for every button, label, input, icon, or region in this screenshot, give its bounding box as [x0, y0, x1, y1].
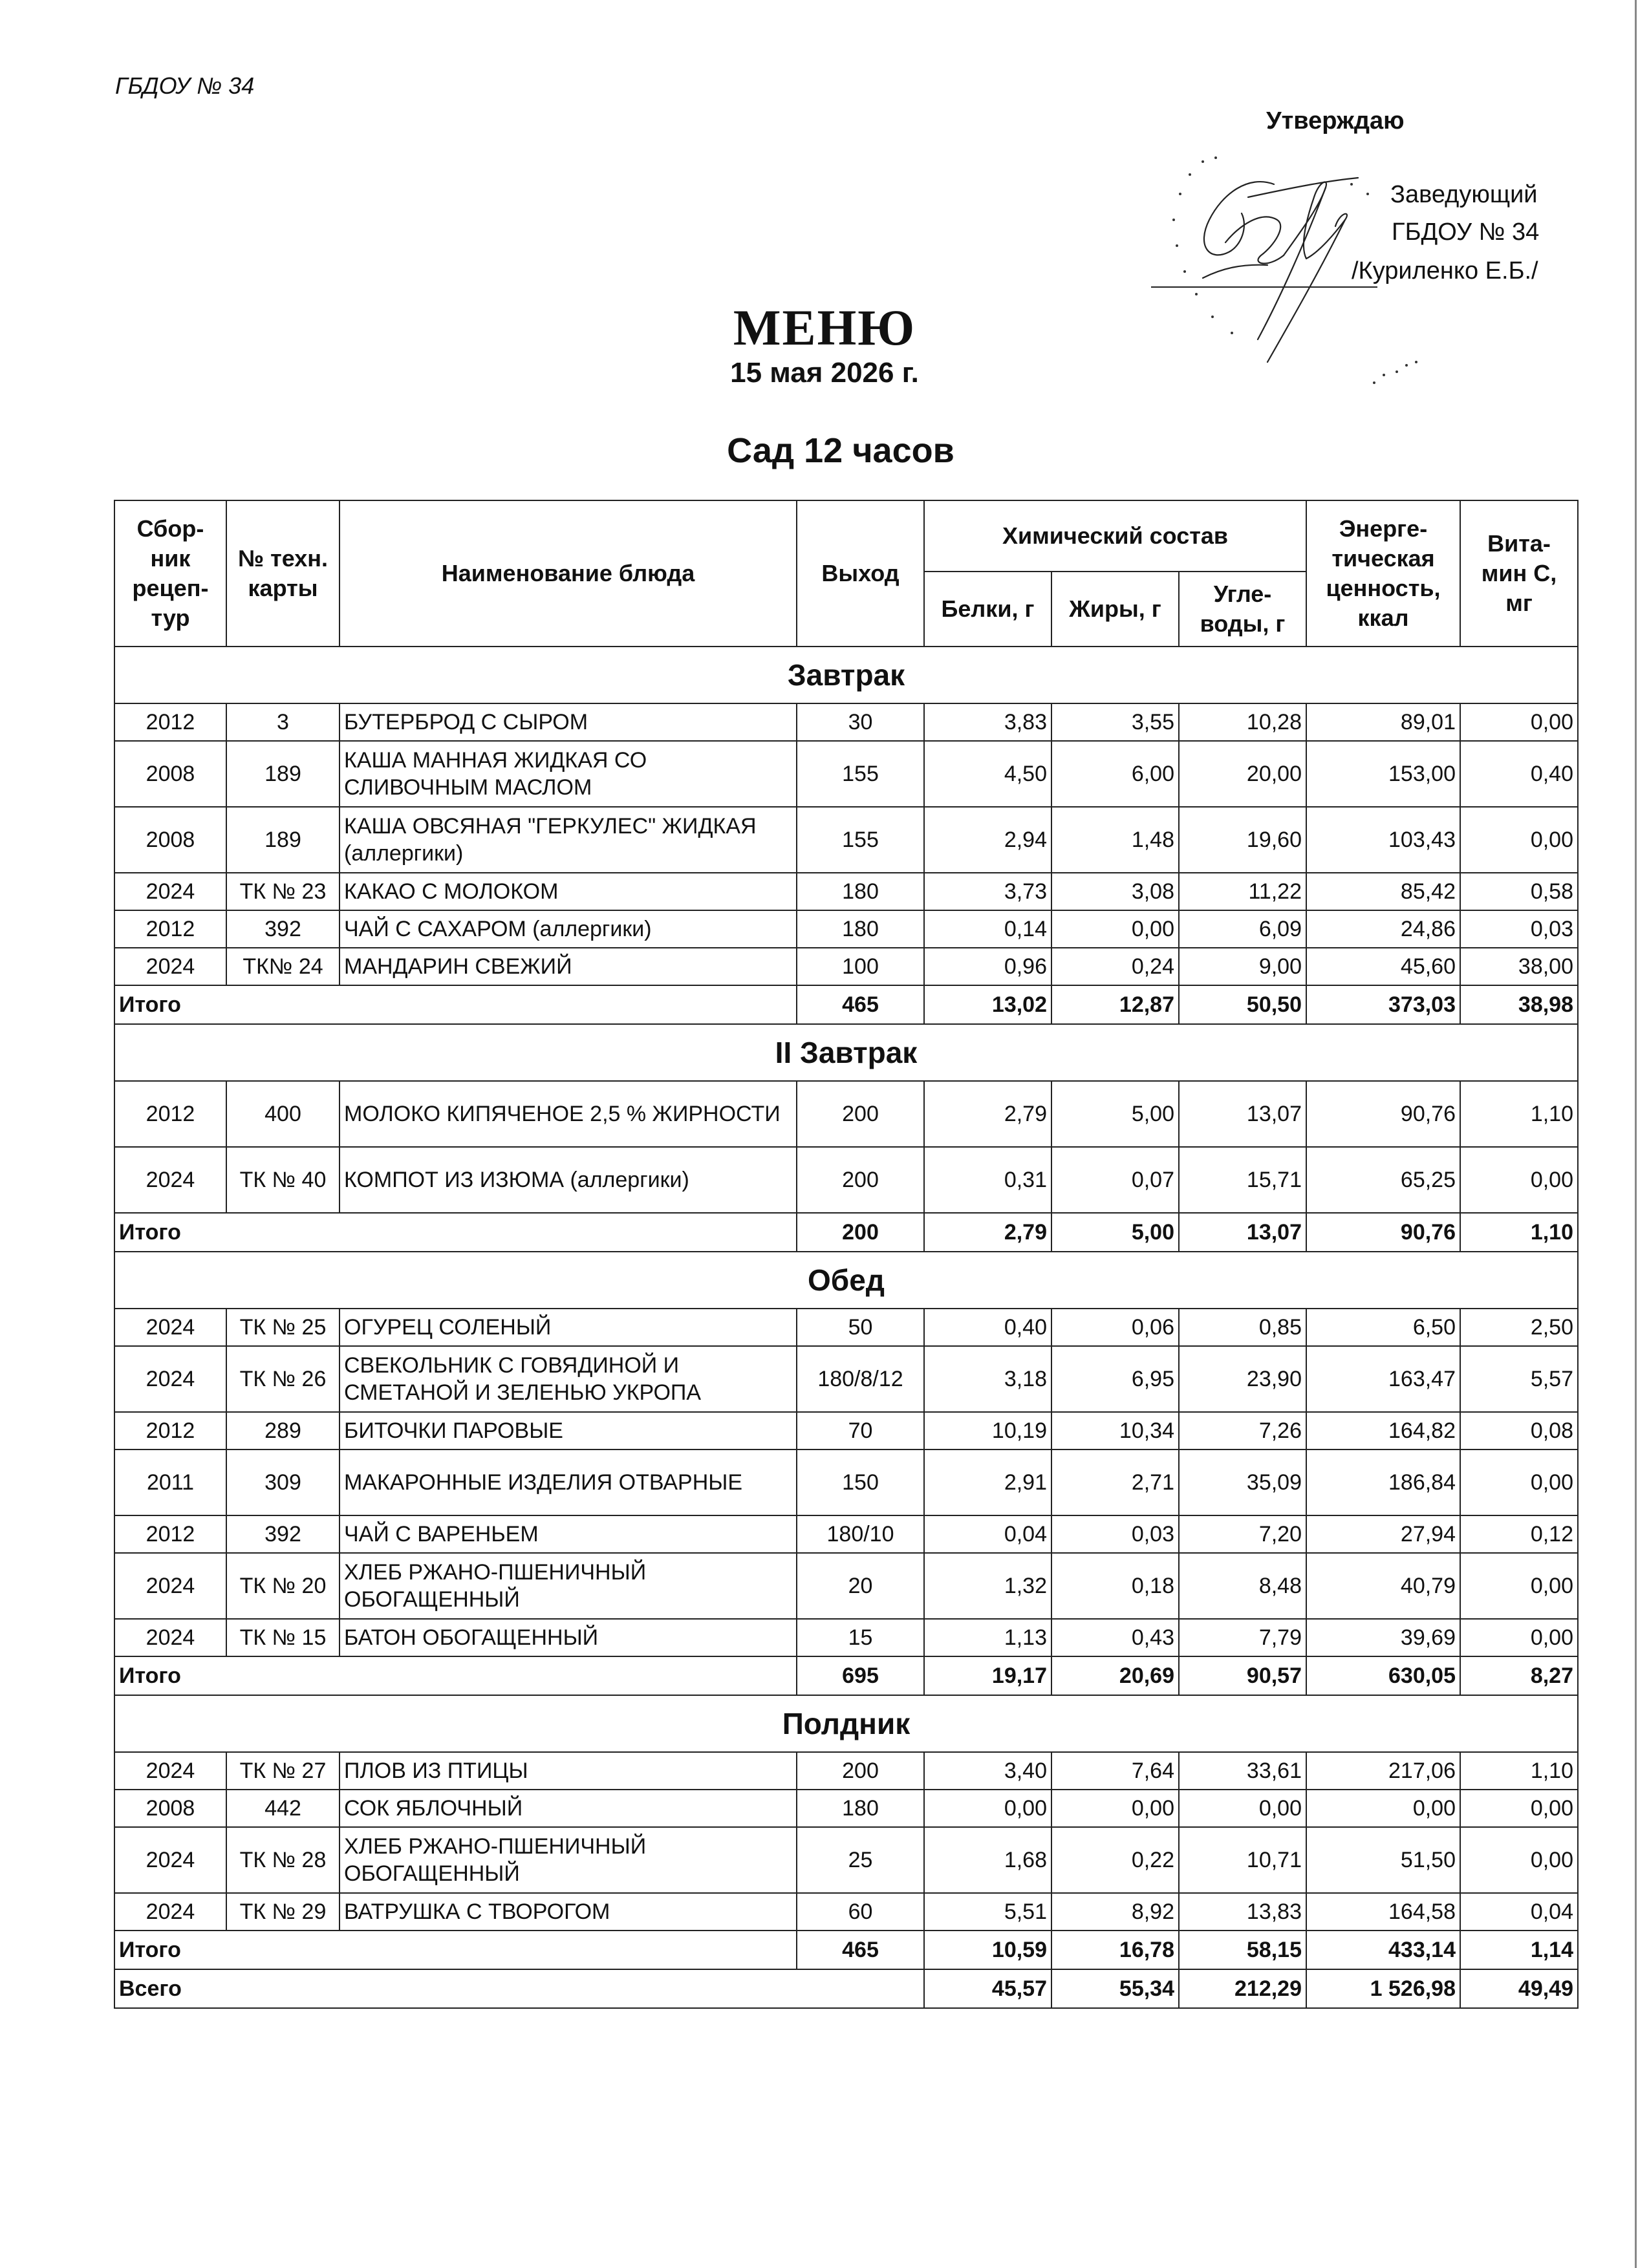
- collection-year: 2024: [114, 1827, 226, 1893]
- dish-yield: 180: [797, 873, 924, 910]
- protein-value: 1,32: [924, 1553, 1051, 1619]
- vitamin-c-value: 5,57: [1460, 1346, 1578, 1412]
- tech-card-number: ТК № 27: [226, 1752, 339, 1790]
- dish-yield: 155: [797, 807, 924, 873]
- vitamin-c-value: 0,00: [1460, 1147, 1578, 1213]
- energy-value: 27,94: [1306, 1515, 1460, 1553]
- energy-value: 164,82: [1306, 1412, 1460, 1450]
- dish-yield: 50: [797, 1309, 924, 1346]
- fat-value: 0,24: [1051, 948, 1179, 985]
- tech-card-number: 289: [226, 1412, 339, 1450]
- table-row: [114, 1346, 1578, 1412]
- carbs-value: 23,90: [1179, 1346, 1306, 1412]
- total-label: Итого: [114, 1213, 797, 1252]
- dish-name: МОЛОКО КИПЯЧЕНОЕ 2,5 % ЖИРНОСТИ: [339, 1081, 797, 1147]
- table-row: [114, 1450, 1578, 1515]
- fat-value: 8,92: [1051, 1893, 1179, 1931]
- total-vitamin-c: 1,10: [1460, 1213, 1578, 1252]
- approver-name: /Куриленко Е.Б./: [1352, 257, 1538, 284]
- collection-year: 2024: [114, 1309, 226, 1346]
- dish-yield: 20: [797, 1553, 924, 1619]
- tech-card-number: 442: [226, 1790, 339, 1827]
- vitamin-c-value: 0,08: [1460, 1412, 1578, 1450]
- dish-yield: 180: [797, 910, 924, 948]
- approver-position: Заведующий: [1390, 181, 1538, 208]
- protein-value: 3,40: [924, 1752, 1051, 1790]
- energy-value: 85,42: [1306, 873, 1460, 910]
- tech-card-number: 309: [226, 1450, 339, 1515]
- fat-value: 0,43: [1051, 1619, 1179, 1656]
- tech-card-number: ТК № 23: [226, 873, 339, 910]
- total-fat: 5,00: [1051, 1213, 1179, 1252]
- total-label: Итого: [114, 1656, 797, 1695]
- header-protein: Белки, г: [924, 572, 1051, 647]
- energy-value: 0,00: [1306, 1790, 1460, 1827]
- protein-value: 3,18: [924, 1346, 1051, 1412]
- tech-card-number: 189: [226, 741, 339, 807]
- fat-value: 3,55: [1051, 703, 1179, 741]
- section-title: Завтрак: [114, 647, 1578, 703]
- dish-yield: 180: [797, 1790, 924, 1827]
- fat-value: 0,00: [1051, 1790, 1179, 1827]
- menu-table-body: [114, 647, 1578, 2008]
- energy-value: 24,86: [1306, 910, 1460, 948]
- collection-year: 2008: [114, 807, 226, 873]
- table-row: [114, 1081, 1578, 1147]
- section-title: II Завтрак: [114, 1024, 1578, 1081]
- total-yield: 695: [797, 1656, 924, 1695]
- dish-name: КАША ОВСЯНАЯ "ГЕРКУЛЕС" ЖИДКАЯ (аллергики): [339, 807, 797, 873]
- protein-value: 1,68: [924, 1827, 1051, 1893]
- collection-year: 2012: [114, 1412, 226, 1450]
- fat-value: 0,06: [1051, 1309, 1179, 1346]
- carbs-value: 13,07: [1179, 1081, 1306, 1147]
- header-collection: Сбор-ник рецеп-тур: [114, 500, 226, 647]
- protein-value: 0,14: [924, 910, 1051, 948]
- tech-card-number: ТК № 15: [226, 1619, 339, 1656]
- vitamin-c-value: 0,00: [1460, 807, 1578, 873]
- dish-yield: 60: [797, 1893, 924, 1931]
- header-vitamin-c: Вита-мин С, мг: [1460, 500, 1578, 647]
- document-title: МЕНЮ: [733, 299, 916, 356]
- total-vitamin-c: 38,98: [1460, 985, 1578, 1024]
- header-yield: Выход: [797, 500, 924, 647]
- section-header-row: [114, 1695, 1578, 1752]
- total-energy: 630,05: [1306, 1656, 1460, 1695]
- total-label: Итого: [114, 985, 797, 1024]
- total-protein: 2,79: [924, 1213, 1051, 1252]
- fat-value: 3,08: [1051, 873, 1179, 910]
- header-carbs: Угле-воды, г: [1179, 572, 1306, 647]
- grand-total-energy: 1 526,98: [1306, 1969, 1460, 2008]
- dish-name: СВЕКОЛЬНИК С ГОВЯДИНОЙ И СМЕТАНОЙ И ЗЕЛЕНЬЮ УКРОПА: [339, 1346, 797, 1412]
- dish-yield: 100: [797, 948, 924, 985]
- protein-value: 1,13: [924, 1619, 1051, 1656]
- vitamin-c-value: 0,58: [1460, 873, 1578, 910]
- tech-card-number: ТК № 26: [226, 1346, 339, 1412]
- table-row: [114, 1619, 1578, 1656]
- fat-value: 0,22: [1051, 1827, 1179, 1893]
- table-row: [114, 1553, 1578, 1619]
- collection-year: 2012: [114, 1515, 226, 1553]
- energy-value: 164,58: [1306, 1893, 1460, 1931]
- fat-value: 1,48: [1051, 807, 1179, 873]
- energy-value: 217,06: [1306, 1752, 1460, 1790]
- menu-subtitle: Сад 12 часов: [727, 431, 954, 470]
- total-energy: 90,76: [1306, 1213, 1460, 1252]
- tech-card-number: 392: [226, 1515, 339, 1553]
- total-carbs: 58,15: [1179, 1931, 1306, 1969]
- total-energy: 433,14: [1306, 1931, 1460, 1969]
- vitamin-c-value: 0,00: [1460, 1619, 1578, 1656]
- organization-label: ГБДОУ № 34: [115, 72, 255, 99]
- vitamin-c-value: 0,12: [1460, 1515, 1578, 1553]
- protein-value: 3,73: [924, 873, 1051, 910]
- vitamin-c-value: 0,00: [1460, 1790, 1578, 1827]
- total-yield: 465: [797, 985, 924, 1024]
- vitamin-c-value: 0,04: [1460, 1893, 1578, 1931]
- header-fat: Жиры, г: [1051, 572, 1179, 647]
- carbs-value: 15,71: [1179, 1147, 1306, 1213]
- dish-name: ХЛЕБ РЖАНО-ПШЕНИЧНЫЙ ОБОГАЩЕННЫЙ: [339, 1827, 797, 1893]
- total-yield: 465: [797, 1931, 924, 1969]
- collection-year: 2012: [114, 1081, 226, 1147]
- dish-yield: 180/8/12: [797, 1346, 924, 1412]
- vitamin-c-value: 0,40: [1460, 741, 1578, 807]
- total-energy: 373,03: [1306, 985, 1460, 1024]
- protein-value: 5,51: [924, 1893, 1051, 1931]
- dish-name: БУТЕРБРОД С СЫРОМ: [339, 703, 797, 741]
- tech-card-number: ТК № 25: [226, 1309, 339, 1346]
- total-carbs: 13,07: [1179, 1213, 1306, 1252]
- energy-value: 65,25: [1306, 1147, 1460, 1213]
- collection-year: 2011: [114, 1450, 226, 1515]
- dish-name: МАКАРОННЫЕ ИЗДЕЛИЯ ОТВАРНЫЕ: [339, 1450, 797, 1515]
- section-total-row: [114, 1213, 1578, 1252]
- total-carbs: 50,50: [1179, 985, 1306, 1024]
- protein-value: 2,79: [924, 1081, 1051, 1147]
- total-carbs: 90,57: [1179, 1656, 1306, 1695]
- dish-name: ЧАЙ С ВАРЕНЬЕМ: [339, 1515, 797, 1553]
- energy-value: 39,69: [1306, 1619, 1460, 1656]
- carbs-value: 7,20: [1179, 1515, 1306, 1553]
- carbs-value: 19,60: [1179, 807, 1306, 873]
- vitamin-c-value: 38,00: [1460, 948, 1578, 985]
- carbs-value: 9,00: [1179, 948, 1306, 985]
- vitamin-c-value: 1,10: [1460, 1081, 1578, 1147]
- dish-yield: 200: [797, 1147, 924, 1213]
- grand-total-protein: 45,57: [924, 1969, 1051, 2008]
- dish-yield: 15: [797, 1619, 924, 1656]
- tech-card-number: ТК № 28: [226, 1827, 339, 1893]
- fat-value: 6,95: [1051, 1346, 1179, 1412]
- total-protein: 19,17: [924, 1656, 1051, 1695]
- energy-value: 6,50: [1306, 1309, 1460, 1346]
- dish-yield: 150: [797, 1450, 924, 1515]
- grand-total-fat: 55,34: [1051, 1969, 1179, 2008]
- carbs-value: 13,83: [1179, 1893, 1306, 1931]
- vitamin-c-value: 0,03: [1460, 910, 1578, 948]
- table-row: [114, 1515, 1578, 1553]
- dish-name: КАША МАННАЯ ЖИДКАЯ СО СЛИВОЧНЫМ МАСЛОМ: [339, 741, 797, 807]
- header-card-number: № техн. карты: [226, 500, 339, 647]
- header-chemical-composition: Химический состав: [924, 500, 1306, 572]
- carbs-value: 10,71: [1179, 1827, 1306, 1893]
- table-row: [114, 873, 1578, 910]
- vitamin-c-value: 0,00: [1460, 1827, 1578, 1893]
- total-protein: 13,02: [924, 985, 1051, 1024]
- carbs-value: 10,28: [1179, 703, 1306, 741]
- carbs-value: 35,09: [1179, 1450, 1306, 1515]
- collection-year: 2024: [114, 1346, 226, 1412]
- fat-value: 6,00: [1051, 741, 1179, 807]
- energy-value: 89,01: [1306, 703, 1460, 741]
- fat-value: 0,18: [1051, 1553, 1179, 1619]
- carbs-value: 33,61: [1179, 1752, 1306, 1790]
- table-row: [114, 948, 1578, 985]
- section-header-row: [114, 1024, 1578, 1081]
- fat-value: 5,00: [1051, 1081, 1179, 1147]
- section-total-row: [114, 985, 1578, 1024]
- carbs-value: 11,22: [1179, 873, 1306, 910]
- header-dish-name: Наименование блюда: [339, 500, 797, 647]
- protein-value: 0,31: [924, 1147, 1051, 1213]
- total-fat: 20,69: [1051, 1656, 1179, 1695]
- protein-value: 4,50: [924, 741, 1051, 807]
- energy-value: 40,79: [1306, 1553, 1460, 1619]
- vitamin-c-value: 0,00: [1460, 703, 1578, 741]
- grand-total-carbs: 212,29: [1179, 1969, 1306, 2008]
- collection-year: 2024: [114, 873, 226, 910]
- protein-value: 0,04: [924, 1515, 1051, 1553]
- collection-year: 2024: [114, 1553, 226, 1619]
- section-title: Обед: [114, 1252, 1578, 1309]
- section-total-row: [114, 1656, 1578, 1695]
- dish-yield: 25: [797, 1827, 924, 1893]
- fat-value: 2,71: [1051, 1450, 1179, 1515]
- grand-total-vitamin-c: 49,49: [1460, 1969, 1578, 2008]
- dish-yield: 70: [797, 1412, 924, 1450]
- collection-year: 2008: [114, 1790, 226, 1827]
- total-fat: 12,87: [1051, 985, 1179, 1024]
- energy-value: 51,50: [1306, 1827, 1460, 1893]
- total-fat: 16,78: [1051, 1931, 1179, 1969]
- energy-value: 90,76: [1306, 1081, 1460, 1147]
- fat-value: 10,34: [1051, 1412, 1179, 1450]
- table-row: [114, 1309, 1578, 1346]
- collection-year: 2008: [114, 741, 226, 807]
- protein-value: 10,19: [924, 1412, 1051, 1450]
- energy-value: 45,60: [1306, 948, 1460, 985]
- collection-year: 2024: [114, 1147, 226, 1213]
- carbs-value: 6,09: [1179, 910, 1306, 948]
- tech-card-number: 400: [226, 1081, 339, 1147]
- dish-name: ОГУРЕЦ СОЛЕНЫЙ: [339, 1309, 797, 1346]
- carbs-value: 8,48: [1179, 1553, 1306, 1619]
- collection-year: 2024: [114, 948, 226, 985]
- dish-name: КАКАО С МОЛОКОМ: [339, 873, 797, 910]
- protein-value: 2,91: [924, 1450, 1051, 1515]
- menu-date: 15 мая 2026 г.: [730, 357, 919, 389]
- collection-year: 2024: [114, 1893, 226, 1931]
- table-row: [114, 1893, 1578, 1931]
- tech-card-number: 392: [226, 910, 339, 948]
- total-label: Итого: [114, 1931, 797, 1969]
- tech-card-number: ТК № 29: [226, 1893, 339, 1931]
- protein-value: 2,94: [924, 807, 1051, 873]
- carbs-value: 0,00: [1179, 1790, 1306, 1827]
- dish-name: ВАТРУШКА С ТВОРОГОМ: [339, 1893, 797, 1931]
- total-vitamin-c: 8,27: [1460, 1656, 1578, 1695]
- carbs-value: 0,85: [1179, 1309, 1306, 1346]
- vitamin-c-value: 2,50: [1460, 1309, 1578, 1346]
- table-row: [114, 741, 1578, 807]
- vitamin-c-value: 0,00: [1460, 1553, 1578, 1619]
- table-row: [114, 1790, 1578, 1827]
- protein-value: 3,83: [924, 703, 1051, 741]
- total-yield: 200: [797, 1213, 924, 1252]
- energy-value: 153,00: [1306, 741, 1460, 807]
- approver-organization: ГБДОУ № 34: [1392, 219, 1540, 246]
- dish-name: СОК ЯБЛОЧНЫЙ: [339, 1790, 797, 1827]
- header-energy: Энерге-тическая ценность, ккал: [1306, 500, 1460, 647]
- dish-yield: 200: [797, 1081, 924, 1147]
- tech-card-number: ТК № 20: [226, 1553, 339, 1619]
- dish-name: БАТОН ОБОГАЩЕННЫЙ: [339, 1619, 797, 1656]
- menu-table: [114, 500, 1579, 2009]
- table-row: [114, 1412, 1578, 1450]
- total-vitamin-c: 1,14: [1460, 1931, 1578, 1969]
- table-row: [114, 703, 1578, 741]
- section-title: Полдник: [114, 1695, 1578, 1752]
- grand-total-row: [114, 1969, 1578, 2008]
- collection-year: 2024: [114, 1752, 226, 1790]
- tech-card-number: 3: [226, 703, 339, 741]
- dish-name: ЧАЙ С САХАРОМ (аллергики): [339, 910, 797, 948]
- table-row: [114, 1752, 1578, 1790]
- table-row: [114, 807, 1578, 873]
- table-row: [114, 1147, 1578, 1213]
- dish-name: ПЛОВ ИЗ ПТИЦЫ: [339, 1752, 797, 1790]
- tech-card-number: ТК № 40: [226, 1147, 339, 1213]
- table-row: [114, 1827, 1578, 1893]
- tech-card-number: 189: [226, 807, 339, 873]
- collection-year: 2024: [114, 1619, 226, 1656]
- dish-yield: 155: [797, 741, 924, 807]
- approval-heading: Утверждаю: [1266, 107, 1405, 134]
- protein-value: 0,00: [924, 1790, 1051, 1827]
- protein-value: 0,40: [924, 1309, 1051, 1346]
- fat-value: 7,64: [1051, 1752, 1179, 1790]
- dish-name: МАНДАРИН СВЕЖИЙ: [339, 948, 797, 985]
- total-protein: 10,59: [924, 1931, 1051, 1969]
- dish-name: КОМПОТ ИЗ ИЗЮМА (аллергики): [339, 1147, 797, 1213]
- section-total-row: [114, 1931, 1578, 1969]
- dish-name: ХЛЕБ РЖАНО-ПШЕНИЧНЫЙ ОБОГАЩЕННЫЙ: [339, 1553, 797, 1619]
- tech-card-number: ТК№ 24: [226, 948, 339, 985]
- section-header-row: [114, 1252, 1578, 1309]
- energy-value: 186,84: [1306, 1450, 1460, 1515]
- table-row: [114, 910, 1578, 948]
- dish-yield: 180/10: [797, 1515, 924, 1553]
- collection-year: 2012: [114, 910, 226, 948]
- fat-value: 0,03: [1051, 1515, 1179, 1553]
- energy-value: 103,43: [1306, 807, 1460, 873]
- protein-value: 0,96: [924, 948, 1051, 985]
- vitamin-c-value: 0,00: [1460, 1450, 1578, 1515]
- carbs-value: 7,26: [1179, 1412, 1306, 1450]
- fat-value: 0,00: [1051, 910, 1179, 948]
- energy-value: 163,47: [1306, 1346, 1460, 1412]
- dish-yield: 200: [797, 1752, 924, 1790]
- dish-name: БИТОЧКИ ПАРОВЫЕ: [339, 1412, 797, 1450]
- section-header-row: [114, 647, 1578, 703]
- dish-yield: 30: [797, 703, 924, 741]
- grand-total-label: Всего: [114, 1969, 924, 2008]
- collection-year: 2012: [114, 703, 226, 741]
- vitamin-c-value: 1,10: [1460, 1752, 1578, 1790]
- carbs-value: 20,00: [1179, 741, 1306, 807]
- carbs-value: 7,79: [1179, 1619, 1306, 1656]
- fat-value: 0,07: [1051, 1147, 1179, 1213]
